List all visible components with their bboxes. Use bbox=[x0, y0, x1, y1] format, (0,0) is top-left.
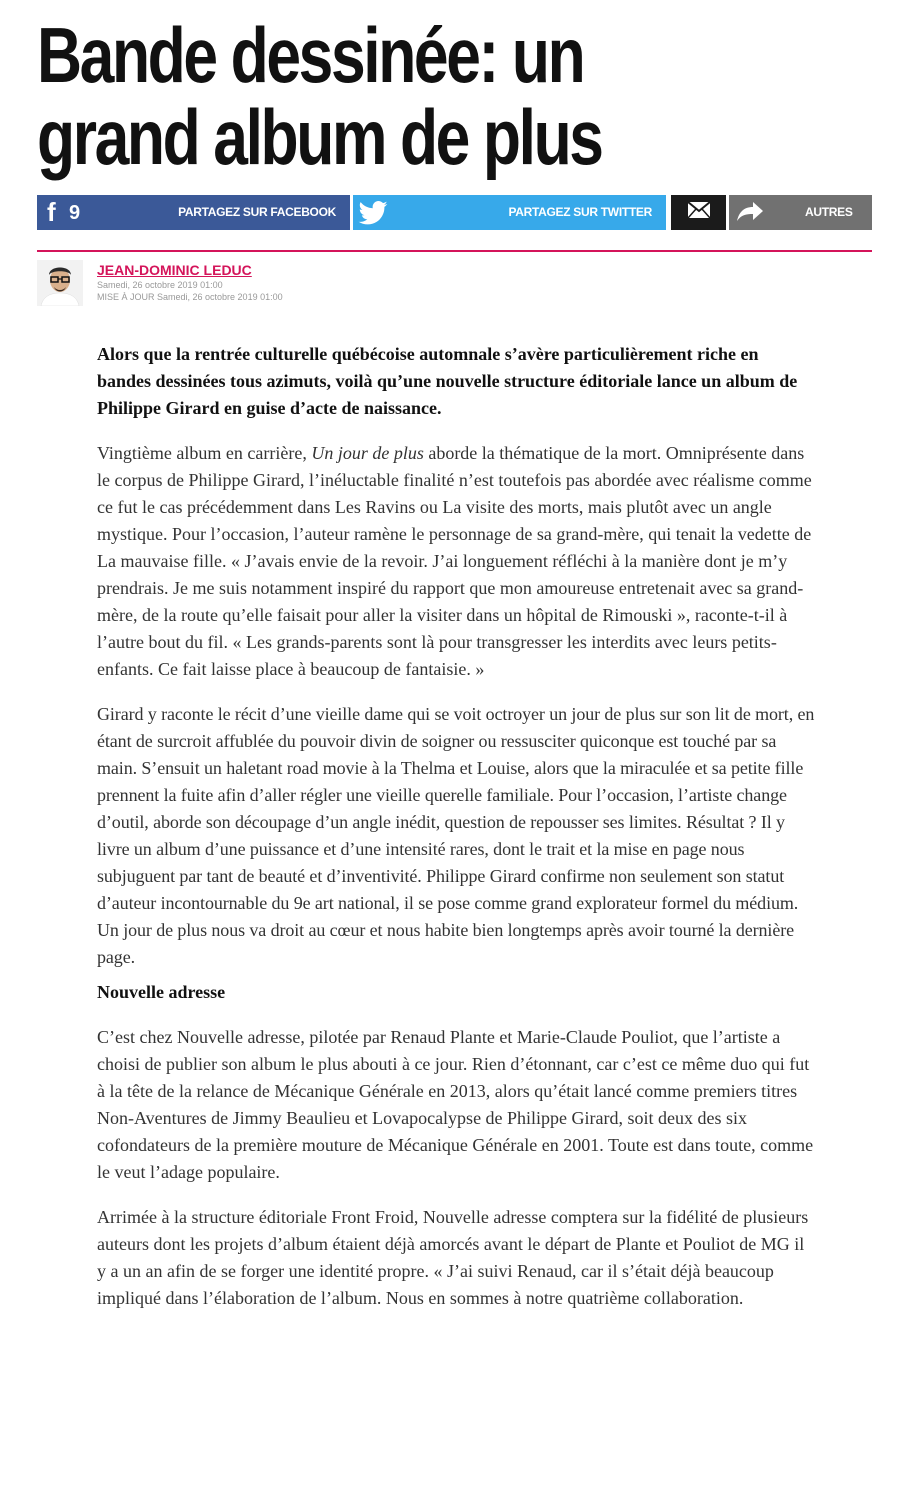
more-share-button[interactable] bbox=[729, 195, 872, 230]
envelope-icon bbox=[688, 202, 710, 223]
section-subhead: Nouvelle adresse bbox=[97, 982, 226, 1002]
twitter-share-button[interactable] bbox=[353, 195, 666, 230]
twitter-bird-icon bbox=[358, 201, 388, 230]
article-paragraph bbox=[97, 440, 817, 683]
facebook-share-button[interactable] bbox=[37, 195, 350, 230]
share-arrow-icon bbox=[737, 202, 763, 227]
twitter-share-label: PARTAGEZ SUR TWITTER bbox=[508, 205, 652, 219]
article-paragraph: Girard y raconte le récit d’une vieille dame qui se voit octroyer un jour de plus sur son lit de mort, en étant de surcroit affublée du pouvoir divin de soigner ou ressusciter quiconque est touché par sa main. S’ensuit un haletant road movie à la Thelma et Louise, alors que la miraculée et sa petite fille prennent la fuite afin d’aller régler une vieille querelle familiale. Pour l’occasion, l’artiste change d’outil, aborde son découpage d’un angle inédit, question de repousser ses limites. Résultat ? Il y livre un album d’une puissance et d’une intensité rares, dont le trait et la mise en page nous subjuguent par tant de beauté et d’inventivité. Philippe Girard confirme non seulement son statut d’auteur incontournable du 9e art national, il se pose comme grand explorateur formel du médium. Un jour de plus nous va droit au cœur et nous habite bien longtemps après avoir tourné la dernière page. bbox=[97, 704, 815, 967]
article-body bbox=[97, 341, 817, 1330]
author-name-link[interactable]: JEAN-DOMINIC LEDUC bbox=[97, 262, 252, 278]
share-bar bbox=[37, 195, 872, 230]
article-paragraph: Arrimée à la structure éditoriale Front Froid, Nouvelle adresse comptera sur la fidélité de plusieurs auteurs dont les projets d’album étaient déjà amorcés avant le départ de Plante et Pouliot de MG il y a un an afin de se forger une identité propre. « J’ai suivi Renaud, car il s’était déjà beaucoup impliqué dans l’élaboration de l’album. Nous en sommes à notre quatrième collaboration. bbox=[97, 1207, 809, 1308]
facebook-share-count: 9 bbox=[69, 202, 81, 224]
text-span: aborde la thématique de la mort. Omniprésente dans le corpus de Philippe Girard, l’inéluctable finalité n’est toutefois pas abordée avec réalisme comme ce fut le cas précédemment dans Les Ravins ou La visite des morts, mais plutôt avec un angle mystique. Pour l’occasion, l’auteur ramène le personnage de sa grand-mère, qui tenait la vedette de La mauvaise fille. « J’avais envie de la revoir. J’ai longuement réfléchi à la manière dont je m’y prendrais. Je me suis notamment inspiré du rapport que mon amoureuse entretenait avec sa grand-mère, de la route qu’elle faisait pour aller la visiter dans un hôpital de Rimouski », raconte-t-il à l’autre bout du fil. « Les grands-parents sont là pour transgresser les interdits avec leurs petits-enfants. Ce fait laisse place à beaucoup de fantaisie. » bbox=[97, 443, 812, 679]
publish-date: Samedi, 26 octobre 2019 01:00 bbox=[97, 280, 223, 290]
update-date: MISE À JOUR Samedi, 26 octobre 2019 01:00 bbox=[97, 292, 283, 302]
text-span: Vingtième album en carrière, bbox=[97, 443, 312, 463]
book-title: Un jour de plus bbox=[311, 443, 424, 463]
article-lead: Alors que la rentrée culturelle québécoise automnale s’avère particulièrement riche en bandes dessinées tous azimuts, voilà qu’une nouvelle structure éditoriale lance un album de Philippe Girard en guise d’acte de naissance. bbox=[97, 344, 798, 418]
facebook-icon: f bbox=[47, 197, 56, 227]
more-share-label: AUTRES bbox=[805, 205, 853, 219]
article-headline: Bande dessinée: un grand album de plus bbox=[37, 11, 602, 181]
facebook-share-label: PARTAGEZ SUR FACEBOOK bbox=[178, 205, 336, 219]
author-avatar[interactable] bbox=[37, 260, 83, 306]
header-divider bbox=[37, 250, 872, 252]
article-paragraph: C’est chez Nouvelle adresse, pilotée par Renaud Plante et Marie-Claude Pouliot, que l’artiste a choisi de publier son album le plus abouti à ce jour. Rien d’étonnant, car c’est ce même duo qui fut à la tête de la relance de Mécanique Générale en 2013, alors qu’était lancé comme premiers titres Non-Aventures de Jimmy Beaulieu et Lovapocalypse de Philippe Girard, soit deux des six cofondateurs de la première mouture de Mécanique Générale en 2001. Toute est dans toute, comme le veut l’adage populaire. bbox=[97, 1027, 814, 1182]
email-share-button[interactable] bbox=[671, 195, 726, 230]
